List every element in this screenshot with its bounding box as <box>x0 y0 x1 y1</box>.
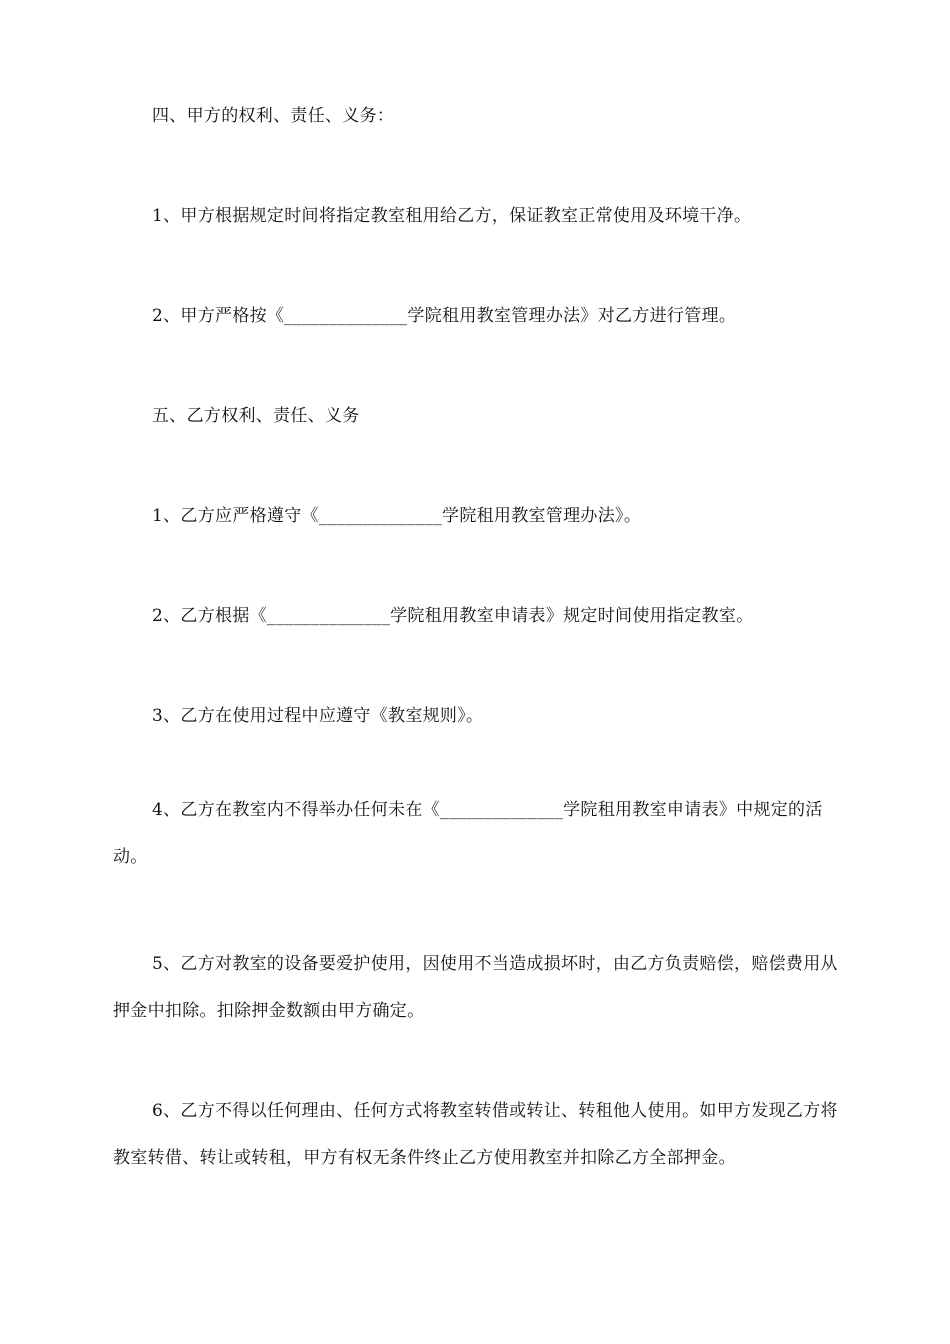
section-heading-party-a-rights: 四、甲方的权利、责任、义务： <box>152 106 395 126</box>
party-b-clause-2: 2、乙方根据《______________学院租用教室申请表》规定时间使用指定教室。 <box>152 606 754 626</box>
section-heading-party-b-rights: 五、乙方权利、责任、义务 <box>152 406 360 426</box>
party-b-clause-1: 1、乙方应严格遵守《______________学院租用教室管理办法》。 <box>152 506 642 526</box>
party-b-clause-6: 6、乙方不得以任何理由、任何方式将教室转借或转让、转租他人使用。如甲方发现乙方将教室转借、转让或转租，甲方有权无条件终止乙方使用教室并扣除乙方全部押金。 <box>113 1101 838 1168</box>
party-b-clause-3: 3、乙方在使用过程中应遵守《教室规则》。 <box>152 706 484 726</box>
party-b-clause-5: 5、乙方对教室的设备要爱护使用，因使用不当造成损坏时，由乙方负责赔偿，赔偿费用从押金中扣除。扣除押金数额由甲方确定。 <box>113 954 838 1021</box>
party-b-clause-4: 4、乙方在教室内不得举办任何未在《______________学院租用教室申请表》中规定的活动。 <box>113 800 823 867</box>
party-a-clause-1: 1、甲方根据规定时间将指定教室租用给乙方，保证教室正常使用及环境干净。 <box>152 206 752 226</box>
party-a-clause-2: 2、甲方严格按《______________学院租用教室管理办法》对乙方进行管理。 <box>152 306 737 326</box>
